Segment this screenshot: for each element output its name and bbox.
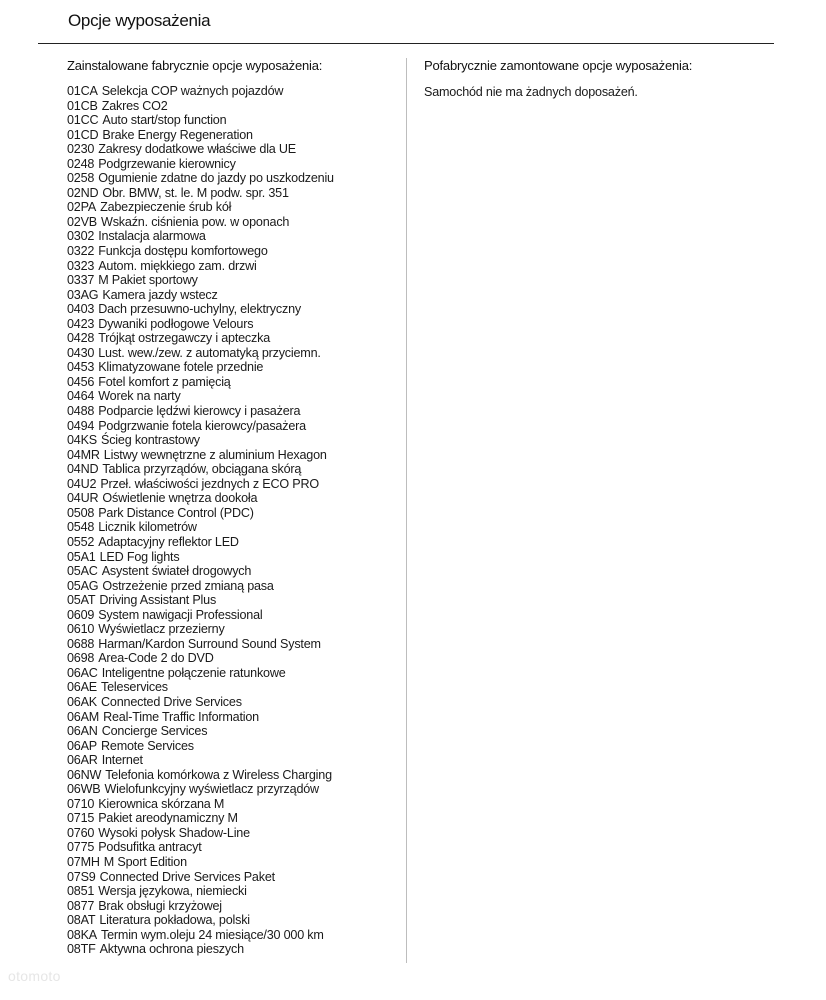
option-item [67,84,397,99]
option-item [67,462,397,477]
option-code: 0760 [67,825,95,840]
aftermarket-options-text: Samochód nie ma żadnych doposażeń. [424,85,638,99]
option-name: M Sport Edition [103,854,187,869]
option-name: Adaptacyjny reflektor LED [98,534,239,549]
option-item [67,884,397,899]
option-name: Przeł. właściwości jezdnych z ECO PRO [100,476,319,491]
option-code: 0230 [67,142,95,157]
option-name: Lust. wew./zew. z automatyką przyciemn. [98,345,321,360]
option-item [67,782,397,797]
option-item [67,710,397,725]
option-item [67,811,397,826]
option-item [67,317,397,332]
option-item [67,942,397,957]
option-code: 02VB [67,214,98,229]
option-code: 0552 [67,534,95,549]
option-item [67,142,397,157]
option-name: Literatura pokładowa, polski [99,913,250,928]
factory-options-heading: Zainstalowane fabrycznie opcje wyposażenia: [67,58,323,73]
option-code: 06AK [67,694,98,709]
option-item [67,331,397,346]
option-item [67,899,397,914]
option-item [67,855,397,870]
option-name: Asystent świateł drogowych [101,564,252,579]
option-code: 07S9 [67,869,96,884]
option-code: 06WB [67,782,101,797]
option-name: LED Fog lights [99,549,180,564]
option-code: 0403 [67,302,95,317]
option-code: 06AP [67,738,98,753]
option-name: Zakres CO2 [101,98,168,113]
option-code: 0775 [67,840,95,855]
option-item [67,608,397,623]
option-item [67,215,397,230]
option-code: 0548 [67,520,95,535]
option-item [67,360,397,375]
option-item [67,128,397,143]
option-code: 05A1 [67,549,96,564]
option-name: Aktywna ochrona pieszych [99,942,244,957]
option-code: 04U2 [67,476,97,491]
option-item [67,637,397,652]
option-item [67,171,397,186]
column-divider [406,58,407,963]
option-name: Internet [101,753,143,768]
option-code: 04KS [67,433,98,448]
aftermarket-options-column [424,58,784,100]
option-name: Auto start/stop function [102,113,227,128]
option-name: Wysoki połysk Shadow-Line [98,825,250,840]
option-name: Telefonia komórkowa z Wireless Charging [105,767,332,782]
option-item [67,419,397,434]
option-code: 0715 [67,811,95,826]
option-code: 08KA [67,927,98,942]
option-item [67,200,397,215]
option-item [67,622,397,637]
option-name: Funkcja dostępu komfortowego [98,244,268,259]
option-code: 0508 [67,505,95,520]
option-code: 0258 [67,171,95,186]
option-name: Podgrzewanie kierownicy [98,156,236,171]
option-item [67,186,397,201]
option-code: 05AG [67,578,99,593]
option-item [67,433,397,448]
option-name: Wyświetlacz przezierny [98,622,225,637]
option-name: Oświetlenie wnętrza dookoła [102,491,258,506]
option-code: 06AE [67,680,98,695]
option-code: 0877 [67,898,95,913]
option-name: Inteligentne połączenie ratunkowe [101,665,286,680]
option-item [67,826,397,841]
option-code: 07MH [67,854,100,869]
option-name: Kamera jazdy wstecz [102,287,218,302]
option-code: 04MR [67,447,100,462]
option-item [67,753,397,768]
option-name: Podparcie lędźwi kierowcy i pasażera [98,404,301,419]
aftermarket-options-heading: Pofabrycznie zamontowane opcje wyposażenia: [424,58,693,73]
option-code: 01CB [67,98,98,113]
option-item [67,404,397,419]
option-name: Trójkąt ostrzegawczy i apteczka [98,331,271,346]
option-code: 0248 [67,156,95,171]
option-name: Harman/Kardon Surround Sound System [98,636,321,651]
option-item [67,113,397,128]
factory-options-list [67,84,397,957]
option-name: Fotel komfort z pamięcią [98,374,231,389]
option-item [67,913,397,928]
option-item [67,448,397,463]
option-code: 0302 [67,229,95,244]
option-name: Brak obsługi krzyżowej [98,898,222,913]
option-name: Teleservices [101,680,168,695]
option-code: 0453 [67,360,95,375]
option-name: Tablica przyrządów, obciągana skórą [102,462,302,477]
option-name: Driving Assistant Plus [99,593,217,608]
option-name: Worek na narty [98,389,181,404]
title-divider [38,43,774,44]
option-item [67,680,397,695]
option-item [67,928,397,943]
option-code: 0710 [67,796,95,811]
option-name: Concierge Services [101,724,208,739]
option-code: 05AC [67,564,98,579]
option-code: 06AN [67,724,98,739]
option-code: 0322 [67,244,95,259]
option-item [67,99,397,114]
factory-options-column [67,58,397,957]
option-name: Podsufitka antracyt [98,840,202,855]
option-code: 0456 [67,374,95,389]
option-code: 01CC [67,113,99,128]
option-code: 0337 [67,273,95,288]
option-name: Ogumienie zdatne do jazdy po uszkodzeniu [98,171,334,186]
option-code: 06NW [67,767,102,782]
option-code: 08TF [67,942,96,957]
option-code: 0494 [67,418,95,433]
option-item [67,506,397,521]
option-item [67,564,397,579]
option-code: 0698 [67,651,95,666]
option-item [67,346,397,361]
option-code: 0488 [67,404,95,419]
option-item [67,244,397,259]
option-item [67,229,397,244]
option-name: Autom. miękkiego zam. drzwi [98,258,257,273]
option-code: 0609 [67,607,95,622]
option-name: Kierownica skórzana M [98,796,225,811]
option-item [67,593,397,608]
option-name: Ścieg kontrastowy [101,433,200,448]
option-item [67,375,397,390]
option-item [67,491,397,506]
option-item [67,870,397,885]
option-name: Real-Time Traffic Information [103,709,259,724]
option-name: Ostrzeżenie przed zmianą pasa [102,578,274,593]
option-name: Park Distance Control (PDC) [98,505,254,520]
option-name: Wersja językowa, niemiecki [98,884,247,899]
option-item [67,651,397,666]
option-name: Wskaźn. ciśnienia pow. w oponach [101,214,290,229]
option-code: 06AR [67,753,98,768]
option-item [67,259,397,274]
option-code: 06AM [67,709,100,724]
option-item [67,288,397,303]
option-item [67,477,397,492]
option-name: Instalacja alarmowa [98,229,206,244]
watermark: otomoto [8,968,61,984]
option-item [67,550,397,565]
option-code: 02ND [67,185,99,200]
option-item [67,695,397,710]
option-name: Zakresy dodatkowe właściwe dla UE [98,142,297,157]
option-name: Zabezpieczenie śrub kół [100,200,232,215]
option-code: 01CD [67,127,99,142]
option-item [67,302,397,317]
option-name: Obr. BMW, st. le. M podw. spr. 351 [102,185,289,200]
option-item [67,797,397,812]
option-name: Termin wym.oleju 24 miesiące/30 000 km [101,927,324,942]
option-item [67,724,397,739]
option-code: 04ND [67,462,99,477]
option-name: Area-Code 2 do DVD [98,651,214,666]
option-code: 0428 [67,331,95,346]
option-name: Selekcja COP ważnych pojazdów [101,84,284,98]
option-name: Dach przesuwno-uchylny, elektryczny [98,302,301,317]
option-item [67,520,397,535]
option-item [67,666,397,681]
option-name: Listwy wewnętrzne z aluminium Hexagon [103,447,327,462]
option-code: 0423 [67,316,95,331]
option-item [67,157,397,172]
option-code: 06AC [67,665,98,680]
option-code: 0610 [67,622,95,637]
option-name: Wielofunkcyjny wyświetlacz przyrządów [104,782,319,797]
option-item [67,389,397,404]
page-title: Opcje wyposażenia [68,11,211,30]
option-code: 0688 [67,636,95,651]
option-item [67,579,397,594]
option-name: Licznik kilometrów [98,520,197,535]
option-item [67,273,397,288]
option-name: Podgrzwanie fotela kierowcy/pasażera [98,418,306,433]
option-item [67,739,397,754]
option-code: 0323 [67,258,95,273]
option-item [67,768,397,783]
option-code: 05AT [67,593,96,608]
option-code: 0851 [67,884,95,899]
option-item [67,840,397,855]
option-code: 0464 [67,389,95,404]
option-name: Pakiet areodynamiczny M [98,811,238,826]
option-name: Remote Services [101,738,194,753]
option-code: 01CA [67,84,98,98]
option-name: Brake Energy Regeneration [102,127,253,142]
option-item [67,535,397,550]
option-code: 08AT [67,913,96,928]
option-name: Connected Drive Services Paket [99,869,275,884]
option-code: 04UR [67,491,99,506]
option-name: Klimatyzowane fotele przednie [98,360,264,375]
option-name: Dywaniki podłogowe Velours [98,316,254,331]
option-name: System nawigacji Professional [98,607,263,622]
option-name: Connected Drive Services [101,694,242,709]
option-name: M Pakiet sportowy [98,273,198,288]
option-code: 0430 [67,345,95,360]
option-code: 03AG [67,287,99,302]
option-code: 02PA [67,200,97,215]
